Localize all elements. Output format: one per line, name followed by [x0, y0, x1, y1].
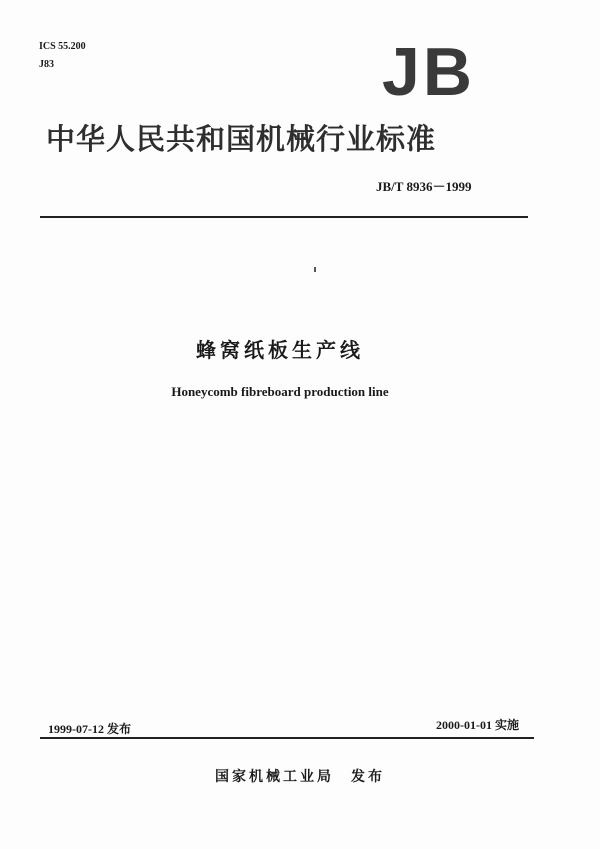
publisher: 国家机械工业局 发布 — [215, 769, 385, 785]
footer-divider — [40, 737, 534, 739]
effective-date: 2000-01-01 实施 — [436, 718, 519, 732]
standard-series-title: 中华人民共和国机械行业标准 — [46, 122, 437, 156]
standard-number: JB/T 8936－1999 — [376, 179, 472, 194]
scan-speck — [314, 267, 316, 272]
jb-logo: JB — [382, 34, 475, 110]
document-title-english: Honeycomb fibreboard production line — [171, 384, 389, 399]
issue-date: 1999-07-12 发布 — [48, 722, 131, 736]
header-divider — [40, 216, 528, 218]
classification-code: J83 — [39, 59, 54, 70]
ics-code: ICS 55.200 — [39, 41, 86, 52]
document-title-chinese: 蜂窝纸板生产线 — [196, 338, 364, 362]
